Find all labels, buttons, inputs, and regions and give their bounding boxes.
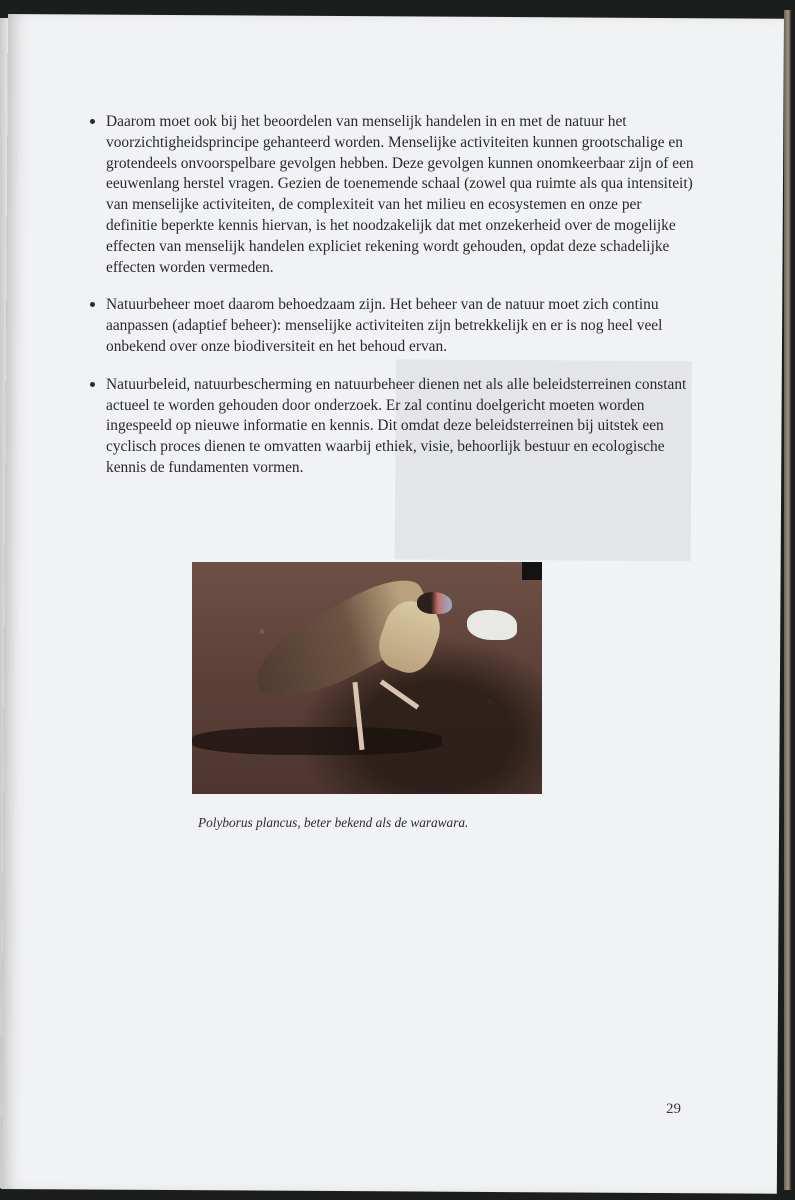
bullet-text: Daarom moet ook bij het beoordelen van menselijk handelen in en met de natuur het voorzichtigheidsprincipe gehanteerd worden. Menselijke activiteiten kunnen grootschalige en grotendeels onvoorspelbare gevolgen hebben. Deze gevolgen kunnen onomkeerbaar zijn of een eeuwenlang herstel vragen. Gezien de toenemende schaal (zowel qua ruimte als qua intensiteit) van menselijke activiteiten, de complexiteit van het milieu en ecosystemen en onze per definitie beperkte kennis hiervan, is het noodzakelijk dat met onzekerheid over de mogelijke effecten van menselijk handelen expliciet rekening wordt gehouden, opdat deze schadelijke effecten worden vermeden.: [106, 113, 694, 276]
bullet-icon: [90, 302, 95, 307]
bullet-icon: [90, 119, 95, 124]
photo-shadow: [192, 727, 442, 755]
bullet-item: [90, 112, 695, 278]
bullet-icon: [90, 382, 95, 387]
bullet-text: Natuurbeheer moet daarom behoedzaam zijn. Het beheer van de natuur moet zich continu aanpassen (adaptief beheer): menselijke activiteiten zijn betrekkelijk en er is nog heel veel onbekend over onze biodiversiteit en het behoud ervan.: [106, 296, 663, 355]
bird-photo: [192, 562, 542, 794]
photo-dark-corner: [522, 562, 542, 580]
page-number: 29: [666, 1101, 681, 1117]
bullet-item: [90, 295, 695, 357]
bullet-text: Natuurbeleid, natuurbescherming en natuurbeheer dienen net als alle beleidsterreinen constant actueel te worden gehouden door onderzoek. Er zal continu doelgericht moeten worden ingespeeld op nieuwe informatie en kennis. Dit omdat deze beleidsterreinen bij uitstek een cyclisch proces dienen te omvatten waarbij ethiek, visie, behoorlijk bestuur en ecologische kennis de fundamenten vormen.: [106, 375, 687, 476]
bullet-list: [90, 112, 695, 496]
photo-white-object: [467, 610, 517, 640]
bird-head: [417, 592, 452, 614]
bird-leg: [380, 680, 420, 710]
figure-caption: Polyborus plancus, beter bekend als de warawara.: [198, 815, 469, 830]
bullet-item: [90, 375, 695, 479]
